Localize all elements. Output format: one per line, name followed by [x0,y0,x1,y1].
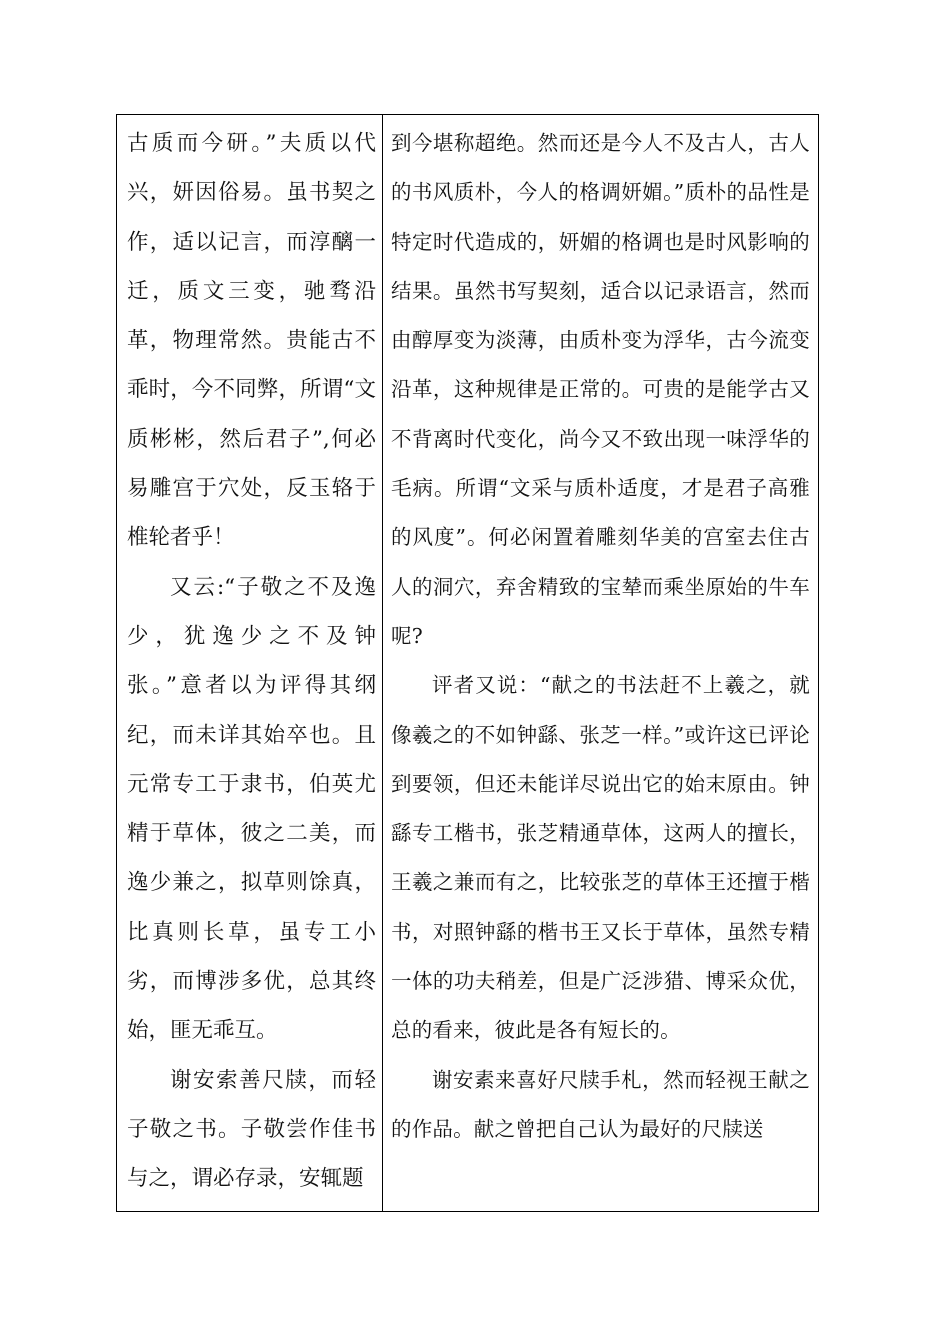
original-text-column [117,115,383,1211]
translation-column [383,115,818,1211]
translation-paragraph-2: 评者又说：“献之的书法赶不上羲之，就像羲之的不如钟繇、张芝一样。”或许这已评论到要领，但还未能详尽说出它的始末原由。钟繇专工楷书，张芝精通草体，这两人的擅长，王羲之兼而有之，比较张芝的草体王还擅于楷书，对照钟繇的楷书王又长于草体，虽然专精一体的功夫稍差，但是广泛涉猎、博采众优，总的看来，彼此是各有短长的。 [391,673,810,1043]
translation-paragraph-1: 到今堪称超绝。然而还是今人不及古人，古人的书风质朴，今人的格调妍媚。”质朴的品性是特定时代造成的，妍媚的格调也是时风影响的结果。虽然书写契刻，适合以记录语言，然而由醇厚变为淡薄，由质朴变为浮华，古今流变沿革，这种规律是正常的。可贵的是能学古又不背离时代变化，尚今又不致出现一味浮华的毛病。所谓“文采与质朴适度，才是君子高雅的风度”。何必闲置着雕刻华美的宫室去住古人的洞穴，弃舍精致的宝辇而乘坐原始的牛车呢? [391,131,810,648]
translation-paragraph-3: 谢安素来喜好尺牍手札，然而轻视王献之的作品。献之曾把自己认为最好的尺牍送 [391,1067,810,1141]
original-paragraph-2: 又云:“子敬之不及逸少，犹逸少之不及钟张。”意者以为评得其纲纪，而未详其始卒也。且元常专工于隶书，伯英尤精于草体，彼之二美，而逸少兼之，拟草则馀真，比真则长草，虽专工小劣，而博涉多优，总其终始，匪无乖互。 [127,574,376,1044]
original-paragraph-3: 谢安索善尺牍，而轻子敬之书。子敬尝作佳书与之，谓必存录，安辄题 [127,1067,376,1192]
original-paragraph-1: 古质而今研。”夫质以代兴，妍因俗易。虽书契之作，适以记言，而淳醨一迁，质文三变，驰骛沿革，物理常然。贵能古不乖时，今不同弊，所谓“文质彬彬，然后君子”,何必易雕宫于穴处，反玉辂于椎轮者乎！ [127,131,376,551]
document-table [116,114,819,1212]
